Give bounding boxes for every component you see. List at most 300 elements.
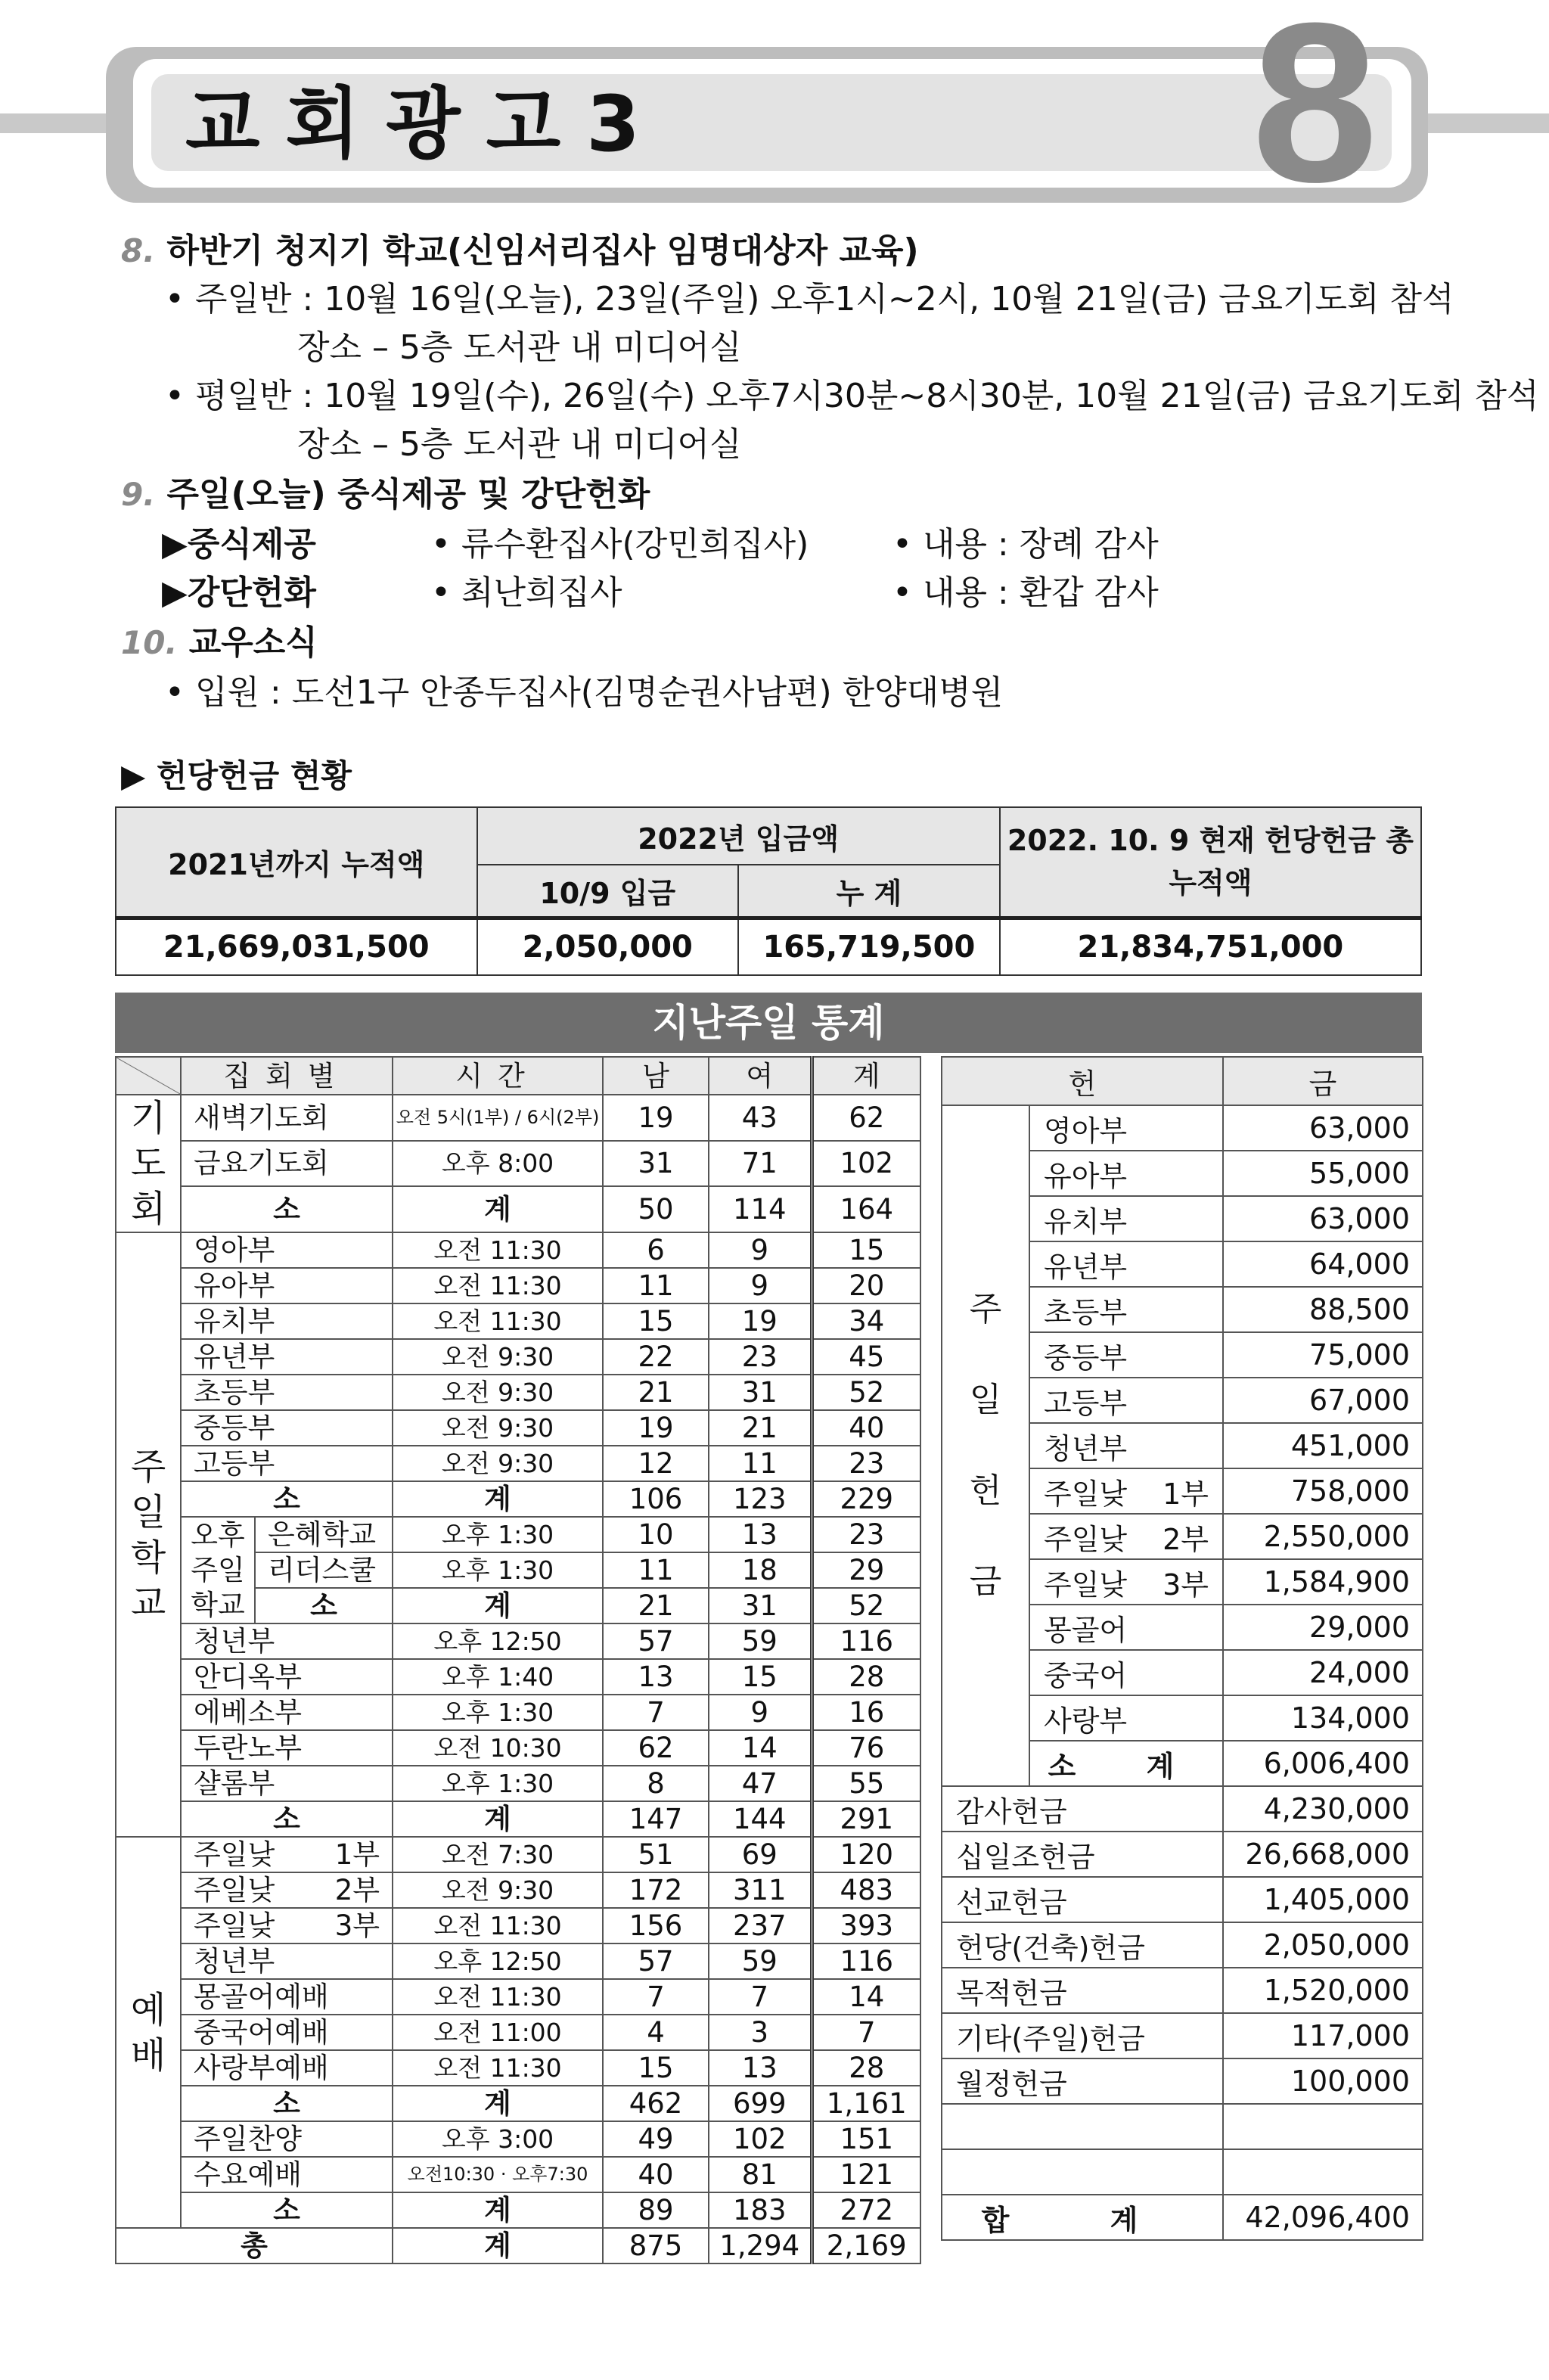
empty-cell [942, 2104, 1223, 2149]
meeting-time: 오전 11:30 [393, 1908, 603, 1943]
group-label-text: 기도회 [130, 1097, 166, 1230]
table-row [116, 2121, 920, 2157]
afternoon-school-label: 오후주일학교 [181, 1517, 255, 1623]
meeting-name: 중국어예배 [181, 2015, 393, 2050]
meeting-time: 오전 9:30 [393, 1446, 603, 1481]
offering-amount: 67,000 [1223, 1378, 1423, 1423]
female-count: 237 [709, 1908, 812, 1943]
male-count: 22 [603, 1339, 709, 1375]
table-row [116, 1837, 920, 1872]
offering-total-amount: 42,096,400 [1223, 2195, 1423, 2240]
female-count: 15 [709, 1659, 812, 1695]
meeting-name: 영아부 [181, 1232, 393, 1268]
attendance-table [115, 1056, 921, 2264]
offering-name: 감사헌금 [942, 1786, 1223, 1832]
offering-amount: 4,230,000 [1223, 1786, 1423, 1832]
meeting-time: 오후 12:50 [393, 1943, 603, 1979]
male-count: 19 [603, 1410, 709, 1446]
table-row [116, 1979, 920, 2015]
notice-9-title: 9. 주일(오늘) 중식제공 및 강단헌화 [121, 475, 650, 514]
notice-9-who: • 최난희집사 [431, 573, 622, 612]
male-count: 106 [603, 1481, 709, 1517]
notice-9-content: • 내용 : 장례 감사 [892, 525, 1159, 564]
male-count: 57 [603, 1943, 709, 1979]
offering-name: 유치부 [1029, 1196, 1223, 1241]
female-count: 1,294 [709, 2228, 812, 2263]
meeting-name: 몽골어예배 [181, 1979, 393, 2015]
offering-header: 금 [1223, 1057, 1423, 1105]
offering-name: 사랑부 [1029, 1695, 1223, 1741]
meeting-name: 두란노부 [181, 1730, 393, 1766]
female-count: 19 [709, 1303, 812, 1339]
subtotal-label: 계 [393, 1186, 603, 1232]
table-row [116, 1446, 920, 1481]
offering-amount: 451,000 [1223, 1423, 1423, 1468]
offering-total-label: 합 계 [942, 2195, 1223, 2240]
male-count: 7 [603, 1695, 709, 1730]
meeting-time: 오전 11:30 [393, 1979, 603, 2015]
female-count: 114 [709, 1186, 812, 1232]
meeting-time: 오후 1:30 [393, 1517, 603, 1552]
table-row [116, 1908, 920, 1943]
total-count: 29 [812, 1552, 920, 1588]
female-count: 7 [709, 1979, 812, 2015]
male-count: 40 [603, 2157, 709, 2192]
table-row [116, 1232, 920, 1268]
offering-subtotal-amount: 6,006,400 [1223, 1741, 1423, 1786]
male-count: 49 [603, 2121, 709, 2157]
offering-name: 고등부 [1029, 1378, 1223, 1423]
total-count: 28 [812, 2050, 920, 2086]
male-count: 21 [603, 1375, 709, 1410]
offering-name: 중국어 [1029, 1650, 1223, 1695]
meeting-time: 오전 9:30 [393, 1410, 603, 1446]
meeting-time: 오전 9:30 [393, 1872, 603, 1908]
male-count: 172 [603, 1872, 709, 1908]
meeting-time: 오전 7:30 [393, 1837, 603, 1872]
female-count: 31 [709, 1588, 812, 1623]
total-count: 28 [812, 1659, 920, 1695]
meeting-time: 오전 11:30 [393, 2050, 603, 2086]
meeting-name: 유치부 [181, 1303, 393, 1339]
table-row [942, 2195, 1423, 2240]
offering-name: 월정헌금 [942, 2058, 1223, 2104]
offering-amount: 100,000 [1223, 2058, 1423, 2104]
offering-name: 유년부 [1029, 1241, 1223, 1287]
meeting-time: 오전 11:30 [393, 1232, 603, 1268]
grand-total-label: 계 [393, 2228, 603, 2263]
offering-name: 목적헌금 [942, 1968, 1223, 2013]
meeting-name: 중등부 [181, 1410, 393, 1446]
total-count: 229 [812, 1481, 920, 1517]
subtotal-label: 소 [181, 1186, 393, 1232]
female-count: 9 [709, 1268, 812, 1303]
table-row [942, 1968, 1423, 2013]
total-count: 23 [812, 1517, 920, 1552]
offering-name: 십일조헌금 [942, 1832, 1223, 1877]
offering-table [941, 1056, 1423, 2241]
total-count: 116 [812, 1943, 920, 1979]
female-count: 59 [709, 1943, 812, 1979]
notice-8-line: • 주일반 : 10월 16일(오늘), 23일(주일) 오후1시~2시, 10월 21일(금) 금요기도회 참석 [165, 280, 1454, 318]
female-count: 699 [709, 2086, 812, 2121]
table-row [116, 2050, 920, 2086]
meeting-name: 안디옥부 [181, 1659, 393, 1695]
offering-amount: 88,500 [1223, 1287, 1423, 1332]
total-count: 55 [812, 1766, 920, 1801]
offering-amount: 758,000 [1223, 1468, 1423, 1514]
table-row [116, 2228, 920, 2263]
subtotal-label: 소 [255, 1588, 393, 1623]
male-count: 147 [603, 1801, 709, 1837]
offering-amount: 134,000 [1223, 1695, 1423, 1741]
col-total: 계 [812, 1057, 920, 1095]
offering-amount: 2,550,000 [1223, 1514, 1423, 1559]
meeting-time: 오후 8:00 [393, 1141, 603, 1187]
table-row [116, 1481, 920, 1517]
total-count: 40 [812, 1410, 920, 1446]
building-fund-table [115, 806, 1422, 976]
table-row [942, 1877, 1423, 1922]
meeting-name: 리더스쿨 [255, 1552, 393, 1588]
female-count: 311 [709, 1872, 812, 1908]
meeting-name: 사랑부예배 [181, 2050, 393, 2086]
offering-name: 유아부 [1029, 1151, 1223, 1196]
male-count: 89 [603, 2192, 709, 2228]
meeting-name: 주일낮 1부 [181, 1837, 393, 1872]
building-fund-title: ▶ 헌당헌금 현황 [121, 757, 352, 794]
table-row [942, 1832, 1423, 1877]
subtotal-label: 계 [393, 1588, 603, 1623]
meeting-name: 고등부 [181, 1446, 393, 1481]
male-count: 31 [603, 1141, 709, 1187]
total-count: 15 [812, 1232, 920, 1268]
male-count: 15 [603, 1303, 709, 1339]
notice-9-label: ▶중식제공 [162, 525, 316, 564]
table-row [116, 1730, 920, 1766]
meeting-name: 청년부 [181, 1943, 393, 1979]
male-count: 11 [603, 1268, 709, 1303]
offering-name: 주일낮 3부 [1029, 1559, 1223, 1605]
offering-amount: 63,000 [1223, 1196, 1423, 1241]
meeting-time: 오전 11:00 [393, 2015, 603, 2050]
total-count: 23 [812, 1446, 920, 1481]
table-row [116, 1057, 920, 1095]
meeting-name: 금요기도회 [181, 1141, 393, 1187]
notice-8-line: • 평일반 : 10월 19일(수), 26일(수) 오후7시30분~8시30분, 10월 21일(금) 금요기도회 참석 [165, 377, 1539, 415]
subtotal-label: 계 [393, 1481, 603, 1517]
offering-subtotal-label: 소 계 [1029, 1741, 1223, 1786]
female-count: 69 [709, 1837, 812, 1872]
meeting-name: 새벽기도회 [181, 1095, 393, 1141]
col-meeting: 집회별 [181, 1057, 393, 1095]
female-count: 21 [709, 1410, 812, 1446]
group-label [116, 1232, 181, 1837]
female-count: 13 [709, 1517, 812, 1552]
table-row [116, 1801, 920, 1837]
offering-amount: 24,000 [1223, 1650, 1423, 1695]
total-count: 164 [812, 1186, 920, 1232]
male-count: 875 [603, 2228, 709, 2263]
table-row [942, 1922, 1423, 1968]
table-row [116, 1186, 920, 1232]
table-row [116, 2157, 920, 2192]
meeting-name: 주일찬양 [181, 2121, 393, 2157]
female-count: 123 [709, 1481, 812, 1517]
female-count: 47 [709, 1766, 812, 1801]
subtotal-label: 계 [393, 2086, 603, 2121]
meeting-time: 오후 3:00 [393, 2121, 603, 2157]
total-count: 2,169 [812, 2228, 920, 2263]
notice-9-label: ▶강단헌화 [162, 573, 316, 612]
col-female: 여 [709, 1057, 812, 1095]
total-count: 120 [812, 1837, 920, 1872]
subtotal-label: 소 [181, 1481, 393, 1517]
notice-9-content: • 내용 : 환갑 감사 [892, 573, 1159, 612]
offering-amount: 1,520,000 [1223, 1968, 1423, 2013]
total-count: 151 [812, 2121, 920, 2157]
col-cumulative-2021: 2021년까지 누적액 [116, 807, 477, 918]
male-count: 13 [603, 1659, 709, 1695]
total-count: 52 [812, 1375, 920, 1410]
meeting-time: 오전 11:30 [393, 1303, 603, 1339]
meeting-time: 오후 1:40 [393, 1659, 603, 1695]
table-row [942, 2013, 1423, 2058]
female-count: 71 [709, 1141, 812, 1187]
value-total-2022: 165,719,500 [738, 918, 1000, 975]
subtotal-label: 계 [393, 1801, 603, 1837]
meeting-time: 오후 1:30 [393, 1766, 603, 1801]
offering-name: 초등부 [1029, 1287, 1223, 1332]
subtotal-label: 계 [393, 2192, 603, 2228]
total-count: 14 [812, 1979, 920, 2015]
col-total: 누 계 [738, 865, 1000, 918]
table-row [116, 1375, 920, 1410]
group-label-text: 주일학교 [130, 1445, 166, 1624]
male-count: 62 [603, 1730, 709, 1766]
table-row [116, 1695, 920, 1730]
total-count: 116 [812, 1623, 920, 1659]
table-row [116, 1268, 920, 1303]
offering-amount: 1,405,000 [1223, 1877, 1423, 1922]
group-label [116, 1095, 181, 1232]
total-count: 483 [812, 1872, 920, 1908]
notice-8-title: 8. 하반기 청지기 학교(신임서리집사 임명대상자 교육) [121, 231, 919, 270]
grand-total-label: 총 [116, 2228, 393, 2263]
male-count: 462 [603, 2086, 709, 2121]
subtotal-label: 소 [181, 2192, 393, 2228]
notice-9-who: • 류수환집사(강민희집사) [431, 525, 809, 564]
offering-amount: 1,584,900 [1223, 1559, 1423, 1605]
table-row [116, 2192, 920, 2228]
total-count: 45 [812, 1339, 920, 1375]
male-count: 19 [603, 1095, 709, 1141]
table-row [942, 2058, 1423, 2104]
total-count: 102 [812, 1141, 920, 1187]
total-count: 76 [812, 1730, 920, 1766]
female-count: 43 [709, 1095, 812, 1141]
male-count: 10 [603, 1517, 709, 1552]
notice-8-line: 장소 – 5층 도서관 내 미디어실 [297, 425, 742, 464]
total-count: 121 [812, 2157, 920, 2192]
meeting-name: 유아부 [181, 1268, 393, 1303]
group-label-text: 예배 [130, 1988, 166, 2077]
empty-cell [942, 2149, 1223, 2195]
offering-name: 주일낮 2부 [1029, 1514, 1223, 1559]
table-row [116, 1659, 920, 1695]
offering-amount: 26,668,000 [1223, 1832, 1423, 1877]
table-row [116, 1095, 920, 1141]
offering-amount: 64,000 [1223, 1241, 1423, 1287]
offering-amount: 2,050,000 [1223, 1922, 1423, 1968]
subtotal-label: 소 [181, 2086, 393, 2121]
stats-title: 지난주일 통계 [115, 993, 1422, 1053]
offering-name: 헌당(건축)헌금 [942, 1922, 1223, 1968]
meeting-name: 은혜학교 [255, 1517, 393, 1552]
female-count: 18 [709, 1552, 812, 1588]
offering-name: 영아부 [1029, 1105, 1223, 1151]
notice-10-title: 10. 교우소식 [121, 623, 318, 662]
meeting-name: 초등부 [181, 1375, 393, 1410]
table-row [116, 1766, 920, 1801]
offering-name: 청년부 [1029, 1423, 1223, 1468]
table-row [116, 1141, 920, 1187]
table-row [116, 1872, 920, 1908]
female-count: 11 [709, 1446, 812, 1481]
table-row [116, 2015, 920, 2050]
meeting-name: 에베소부 [181, 1695, 393, 1730]
meeting-time: 오전 10:30 [393, 1730, 603, 1766]
offering-amount: 63,000 [1223, 1105, 1423, 1151]
total-count: 272 [812, 2192, 920, 2228]
total-count: 1,161 [812, 2086, 920, 2121]
female-count: 144 [709, 1801, 812, 1837]
col-time: 시간 [393, 1057, 603, 1095]
meeting-time: 오전10:30 · 오후7:30 [393, 2157, 603, 2192]
male-count: 15 [603, 2050, 709, 2086]
col-deposit: 10/9 입금 [477, 865, 739, 918]
female-count: 14 [709, 1730, 812, 1766]
male-count: 12 [603, 1446, 709, 1481]
female-count: 9 [709, 1695, 812, 1730]
meeting-name: 샬롬부 [181, 1766, 393, 1801]
value-current-total: 21,834,751,000 [1000, 918, 1421, 975]
notice-10-line: • 입원 : 도선1구 안종두집사(김명순권사남편) 한양대병원 [165, 673, 1004, 712]
meeting-name: 주일낮 3부 [181, 1908, 393, 1943]
empty-cell [1223, 2149, 1423, 2195]
table-row [116, 1943, 920, 1979]
offering-header: 헌 [942, 1057, 1223, 1105]
table-row [116, 2086, 920, 2121]
female-count: 3 [709, 2015, 812, 2050]
table-row [942, 1786, 1423, 1832]
meeting-time: 오전 9:30 [393, 1375, 603, 1410]
female-count: 31 [709, 1375, 812, 1410]
col-2022: 2022년 입금액 [477, 807, 1000, 865]
meeting-time: 오전 9:30 [393, 1339, 603, 1375]
male-count: 57 [603, 1623, 709, 1659]
table-row [116, 1410, 920, 1446]
meeting-time: 오후 1:30 [393, 1695, 603, 1730]
offering-amount: 29,000 [1223, 1605, 1423, 1650]
page-title: 교회광고3 [185, 79, 666, 169]
sunday-offering-label-text: 주일헌금 [969, 1290, 1002, 1601]
meeting-time: 오전 5시(1부) / 6시(2부) [393, 1095, 603, 1141]
total-count: 291 [812, 1801, 920, 1837]
meeting-time: 오후 12:50 [393, 1623, 603, 1659]
table-row [942, 2104, 1423, 2149]
offering-amount: 55,000 [1223, 1151, 1423, 1196]
total-count: 393 [812, 1908, 920, 1943]
sunday-offering-label [942, 1105, 1029, 1786]
group-label [116, 1837, 181, 2228]
offering-name: 기타(주일)헌금 [942, 2013, 1223, 2058]
male-count: 4 [603, 2015, 709, 2050]
female-count: 59 [709, 1623, 812, 1659]
empty-cell [1223, 2104, 1423, 2149]
offering-name: 중등부 [1029, 1332, 1223, 1378]
male-count: 156 [603, 1908, 709, 1943]
offering-name: 몽골어 [1029, 1605, 1223, 1650]
male-count: 8 [603, 1766, 709, 1801]
table-row [942, 1057, 1423, 1105]
total-count: 7 [812, 2015, 920, 2050]
male-count: 21 [603, 1588, 709, 1623]
table-row [116, 1339, 920, 1375]
offering-amount: 117,000 [1223, 2013, 1423, 2058]
female-count: 81 [709, 2157, 812, 2192]
male-count: 51 [603, 1837, 709, 1872]
offering-name: 선교헌금 [942, 1877, 1223, 1922]
table-row [942, 2149, 1423, 2195]
subtotal-label: 소 [181, 1801, 393, 1837]
total-count: 34 [812, 1303, 920, 1339]
male-count: 50 [603, 1186, 709, 1232]
meeting-name: 유년부 [181, 1339, 393, 1375]
total-count: 52 [812, 1588, 920, 1623]
col-male: 남 [603, 1057, 709, 1095]
meeting-name: 수요예배 [181, 2157, 393, 2192]
offering-name: 주일낮 1부 [1029, 1468, 1223, 1514]
female-count: 9 [709, 1232, 812, 1268]
total-count: 20 [812, 1268, 920, 1303]
table-row [116, 1303, 920, 1339]
table-row [116, 1517, 920, 1552]
female-count: 102 [709, 2121, 812, 2157]
table-row [942, 1105, 1423, 1151]
value-cumulative-2021: 21,669,031,500 [116, 918, 477, 975]
meeting-name: 주일낮 2부 [181, 1872, 393, 1908]
male-count: 7 [603, 1979, 709, 2015]
total-count: 16 [812, 1695, 920, 1730]
male-count: 6 [603, 1232, 709, 1268]
meeting-time: 오후 1:30 [393, 1552, 603, 1588]
col-current-total: 2022. 10. 9 현재 헌당헌금 총 누적액 [1000, 807, 1421, 918]
table-row [116, 1623, 920, 1659]
page-number: 8 [1252, 0, 1378, 229]
male-count: 11 [603, 1552, 709, 1588]
meeting-name: 청년부 [181, 1623, 393, 1659]
female-count: 183 [709, 2192, 812, 2228]
meeting-time: 오전 11:30 [393, 1268, 603, 1303]
female-count: 13 [709, 2050, 812, 2086]
notice-8-line: 장소 – 5층 도서관 내 미디어실 [297, 328, 742, 367]
offering-amount: 75,000 [1223, 1332, 1423, 1378]
total-count: 62 [812, 1095, 920, 1141]
female-count: 23 [709, 1339, 812, 1375]
corner-cell [116, 1057, 181, 1095]
value-deposit: 2,050,000 [477, 918, 739, 975]
